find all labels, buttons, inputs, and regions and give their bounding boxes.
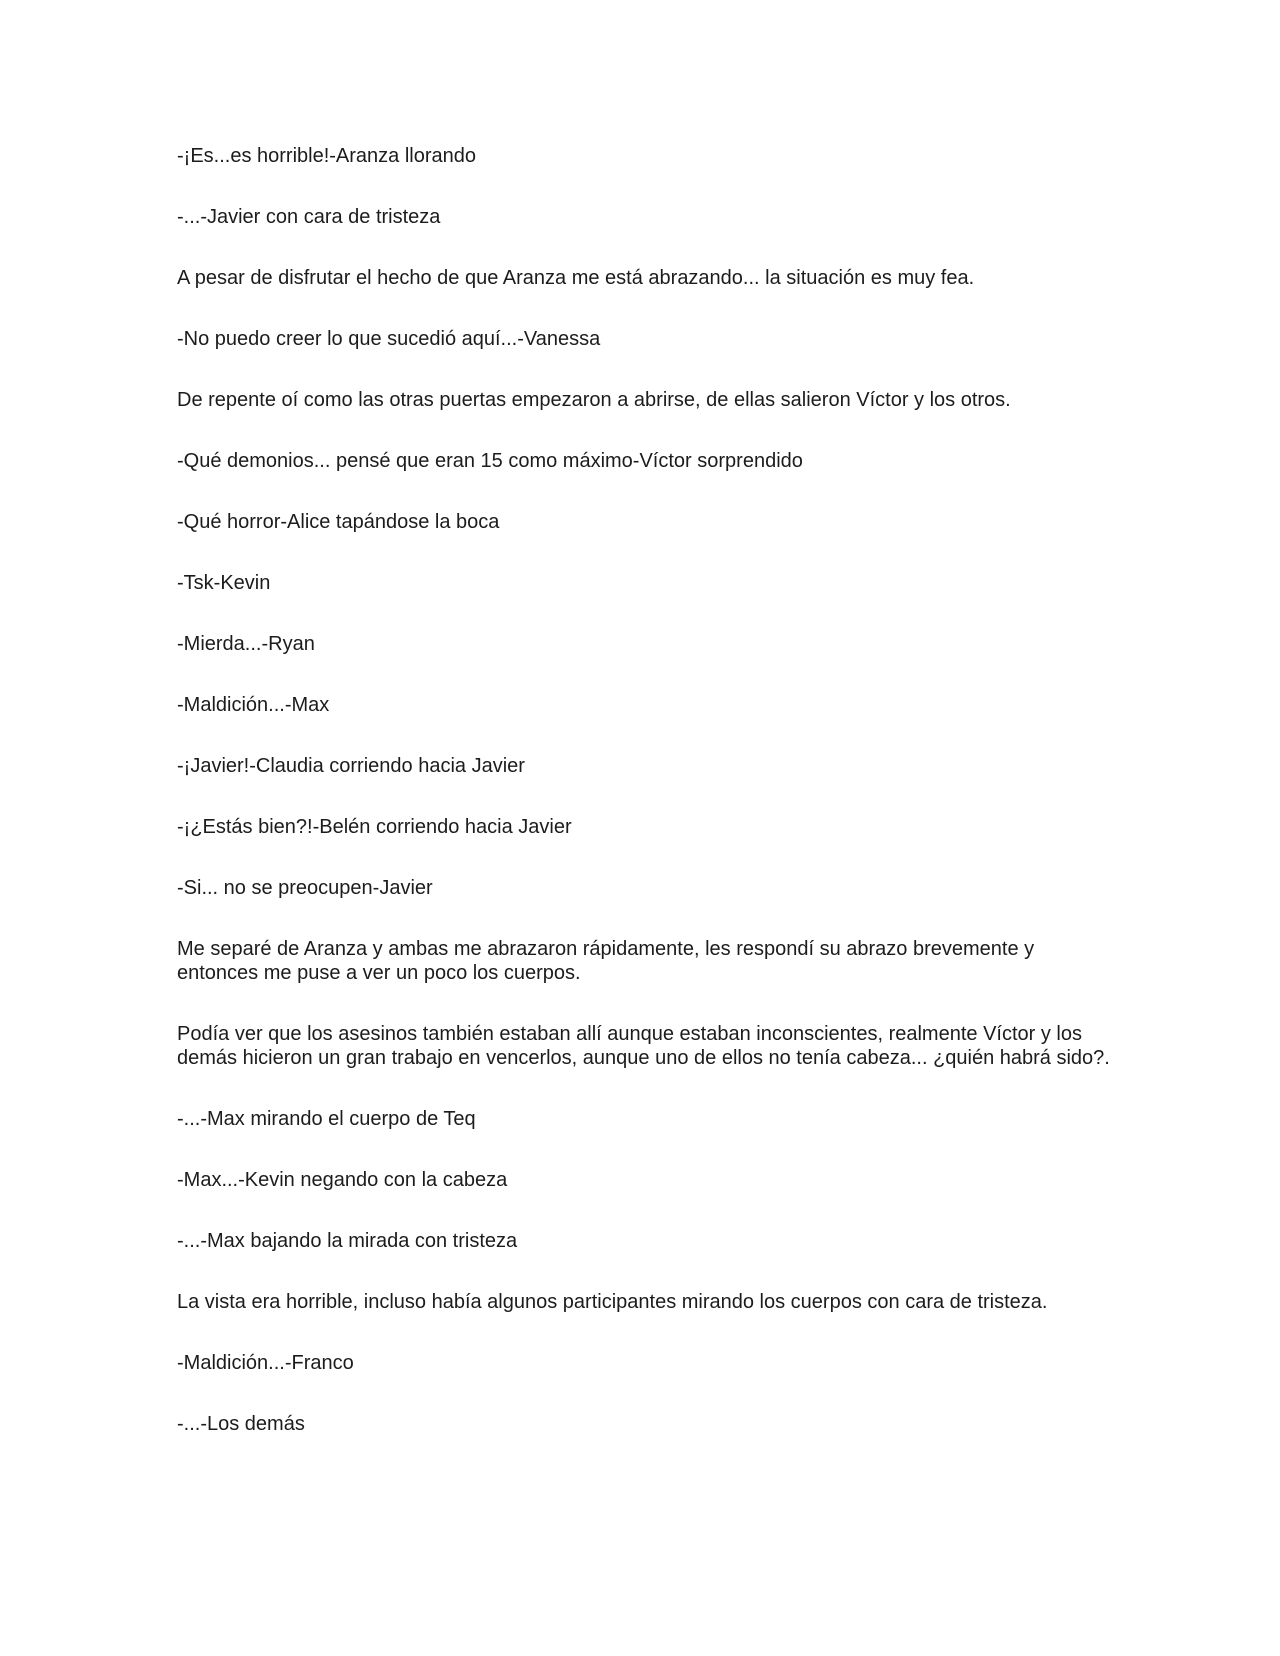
- paragraph: -Tsk-Kevin: [177, 572, 271, 594]
- paragraph: -Qué demonios... pensé que eran 15 como máximo-Víctor sorprendido: [177, 450, 803, 472]
- paragraph: -...-Max mirando el cuerpo de Teq: [177, 1108, 476, 1130]
- paragraph: -No puedo creer lo que sucedió aquí...-Vanessa: [177, 328, 601, 350]
- paragraph: -¡¿Estás bien?!-Belén corriendo hacia Javier: [177, 816, 572, 838]
- paragraph: La vista era horrible, incluso había algunos participantes mirando los cuerpos con cara de tristeza.: [177, 1291, 1048, 1313]
- paragraph: -Maldición...-Max: [177, 694, 330, 716]
- paragraph: Podía ver que los asesinos también estaban allí aunque estaban inconscientes, realmente Víctor y los demás hicieron un gran trabajo en vencerlos, aunque uno de ellos no tenía cabeza... ¿quién habrá sido?.: [177, 1023, 1110, 1069]
- paragraph: -¡Javier!-Claudia corriendo hacia Javier: [177, 755, 525, 777]
- paragraph: -Mierda...-Ryan: [177, 633, 315, 655]
- paragraph: -...-Max bajando la mirada con tristeza: [177, 1230, 518, 1252]
- paragraph: -Maldición...-Franco: [177, 1352, 354, 1374]
- paragraph: -Si... no se preocupen-Javier: [177, 877, 433, 899]
- paragraph: A pesar de disfrutar el hecho de que Aranza me está abrazando... la situación es muy fea.: [177, 267, 975, 289]
- paragraph: Me separé de Aranza y ambas me abrazaron rápidamente, les respondí su abrazo brevemente y entonces me puse a ver un poco los cuerpos.: [177, 938, 1035, 984]
- paragraph: -Max...-Kevin negando con la cabeza: [177, 1169, 508, 1191]
- paragraph: -Qué horror-Alice tapándose la boca: [177, 511, 500, 533]
- paragraph: -...-Javier con cara de tristeza: [177, 206, 441, 228]
- paragraph: -¡Es...es horrible!-Aranza llorando: [177, 145, 477, 167]
- paragraph: -...-Los demás: [177, 1413, 305, 1435]
- paragraph: De repente oí como las otras puertas empezaron a abrirse, de ellas salieron Víctor y los otros.: [177, 389, 1011, 411]
